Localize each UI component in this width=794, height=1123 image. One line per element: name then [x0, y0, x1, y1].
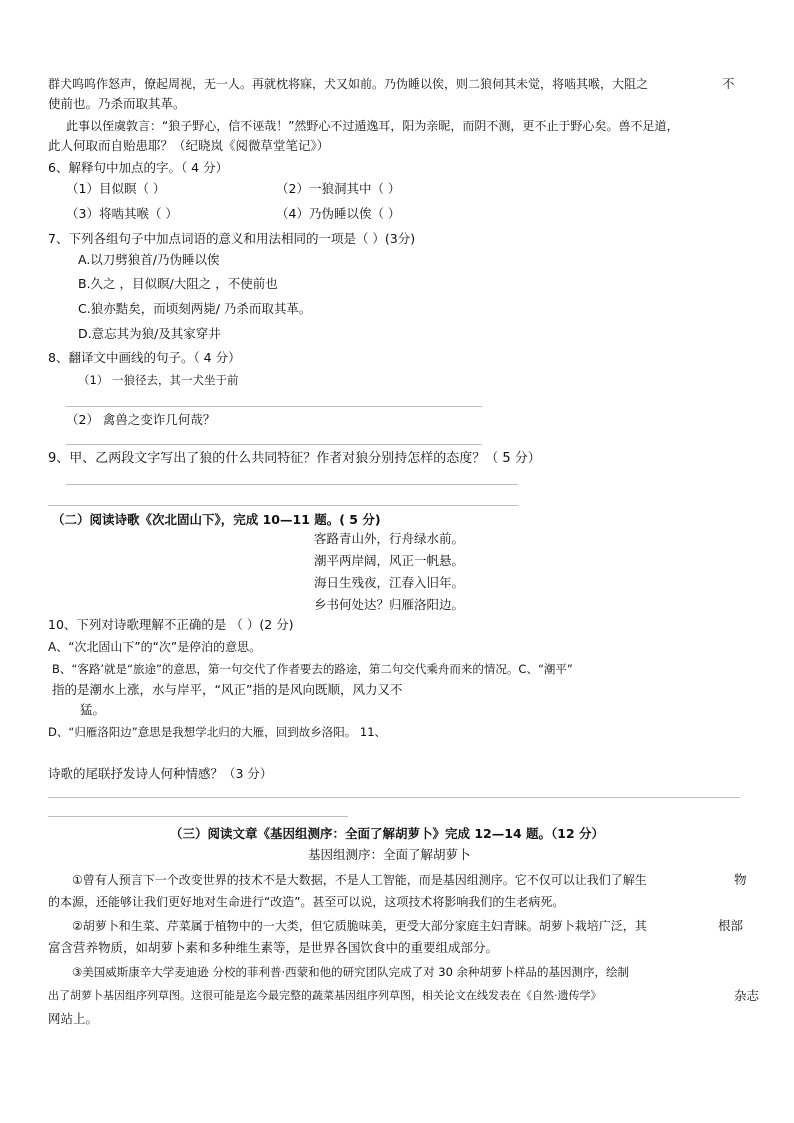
question-10-option-a: A、“次北固山下”的“次”是停泊的意思。: [48, 640, 262, 654]
answer-line: [66, 444, 482, 445]
passage-line: 不: [722, 76, 735, 91]
article-para-3: 杂志: [734, 988, 760, 1003]
question-10: 10、下列对诗歌理解不正确的是 （ ）(2 分): [48, 617, 294, 632]
passage-line: 群犬呜呜作怒声，僚起周视，无一人。再就枕将寐，犬又如前。乃伪睡以俟，则二狼伺其未觉，将啮其喉，大阻之: [48, 77, 649, 91]
question-10-option-b: B、“客路’就是“旅途”的意思，第一句交代了作者要去的路途，第二句交代乘舟而来的情况。C、“潮平”: [52, 662, 573, 676]
question-6-item-1: （1）目似瞑（ ）: [66, 181, 166, 196]
section-2-heading: （二）阅读诗歌《次北固山下》，完成 10—11 题。( 5 分): [52, 512, 381, 527]
poem-line: 乡书何处达？归雁洛阳边。: [314, 597, 465, 612]
question-10-option-c-cont: 猛。: [80, 702, 106, 717]
question-7-option-a: A.以刀劈狼首/乃伪睡以俟: [78, 252, 220, 267]
section-3-heading: （三）阅读文章《基因组测序：全面了解胡萝卜》完成 12—14 题。（12 分）: [170, 826, 604, 841]
question-9: 9、甲、乙两段文字写出了狼的什么共同特征？作者对狼分别持怎样的态度？（ 5 分）: [48, 451, 541, 466]
question-7: 7、下列各组句子中加点词语的意义和用法相同的一项是（ ）(3分): [48, 231, 416, 246]
article-para-3: 出了胡萝卜基因组序列草图。这很可能是迄今最完整的蔬菜基因组序列草图，相关论文在线发表在《自然·遗传学》: [48, 989, 602, 1002]
question-8: 8、翻译文中画线的句子。（ 4 分）: [48, 350, 241, 365]
poem-line: 潮平两岸阔，风正一帆悬。: [314, 553, 465, 568]
article-para-1: ①曾有人预言下一个改变世界的技术不是大数据，不是人工智能，而是基因组测序。它不仅可以让我们了解生: [72, 873, 647, 887]
answer-line: [66, 484, 518, 485]
question-6-item-2: （2）一狼洞其中（ ）: [276, 181, 401, 196]
article-para-3: 网站上。: [48, 1011, 99, 1026]
question-11: 诗歌的尾联抒发诗人何种情感？（3 分）: [48, 766, 273, 781]
passage-line: 此事以侄虞敦言：“狼子野心，信不诬哉！”然野心不过遁逸耳，阳为亲昵，而阴不测，更不止于野心矣。兽不足道，: [66, 119, 679, 133]
question-8-item-1: （1） 一狼径去，其一犬坐于前: [78, 373, 239, 387]
question-6-item-3: （3）将啮其喉（ ）: [66, 206, 178, 221]
article-para-1: 物: [734, 872, 747, 887]
question-7-option-b: B.久之 ，目似瞑/大阻之 ，不使前也: [78, 276, 278, 291]
question-7-option-d: D.意忘其为狼/及其家穿井: [78, 326, 221, 341]
answer-line: [66, 406, 482, 407]
article-para-1: 的本源，还能够让我们更好地对生命进行“改造”。甚至可以说，这项技术将影响我们的生老病死。: [48, 895, 565, 909]
passage-line: 使前也。乃杀而取其革。: [48, 96, 186, 111]
question-10-option-c: 指的是潮水上涨，水与岸平，“风正”指的是风向既顺，风力又不: [52, 682, 403, 697]
poem-line: 客路青山外，行舟绿水前。: [314, 531, 465, 546]
question-7-option-c: C.狼亦黠矣，而顷刻两毙/ 乃杀而取其革。: [78, 301, 312, 316]
article-para-2: ②胡萝卜和生菜、芹菜属于植物中的一大类，但它质脆味美，更受大部分家庭主妇青睐。胡萝卜栽培广泛，其: [72, 919, 647, 933]
question-8-item-2: （2） 禽兽之变诈几何哉？: [66, 412, 216, 427]
passage-line: 此人何取而自贻患耶？（纪晓岚《阅微草堂笔记》）: [48, 138, 330, 153]
question-6-item-4: （4）乃伪睡以俟（ ）: [276, 206, 401, 221]
answer-line: [48, 505, 518, 506]
poem-line: 海日生残夜，江春入旧年。: [314, 575, 465, 590]
article-title: 基因组测序：全面了解胡萝卜: [308, 847, 471, 862]
article-para-3: ③美国威斯康辛大学麦迪逊 分校的菲利普·西蒙和他的研究团队完成了对 30 余种胡萝卜样品的基因测序，绘制: [72, 965, 630, 979]
answer-line: [48, 816, 348, 817]
question-10-option-d: D、“归雁洛阳边”意思是我想学北归的大雁，回到故乡洛阳。 11、: [48, 725, 387, 739]
article-para-2: 富含营养物质，如胡萝卜素和多种维生素等，是世界各国饮食中的重要组成部分。: [48, 940, 499, 955]
answer-line: [48, 797, 740, 798]
question-6: 6、解释句中加点的字。（ 4 分）: [48, 160, 229, 175]
article-para-2: 根部: [718, 918, 744, 933]
